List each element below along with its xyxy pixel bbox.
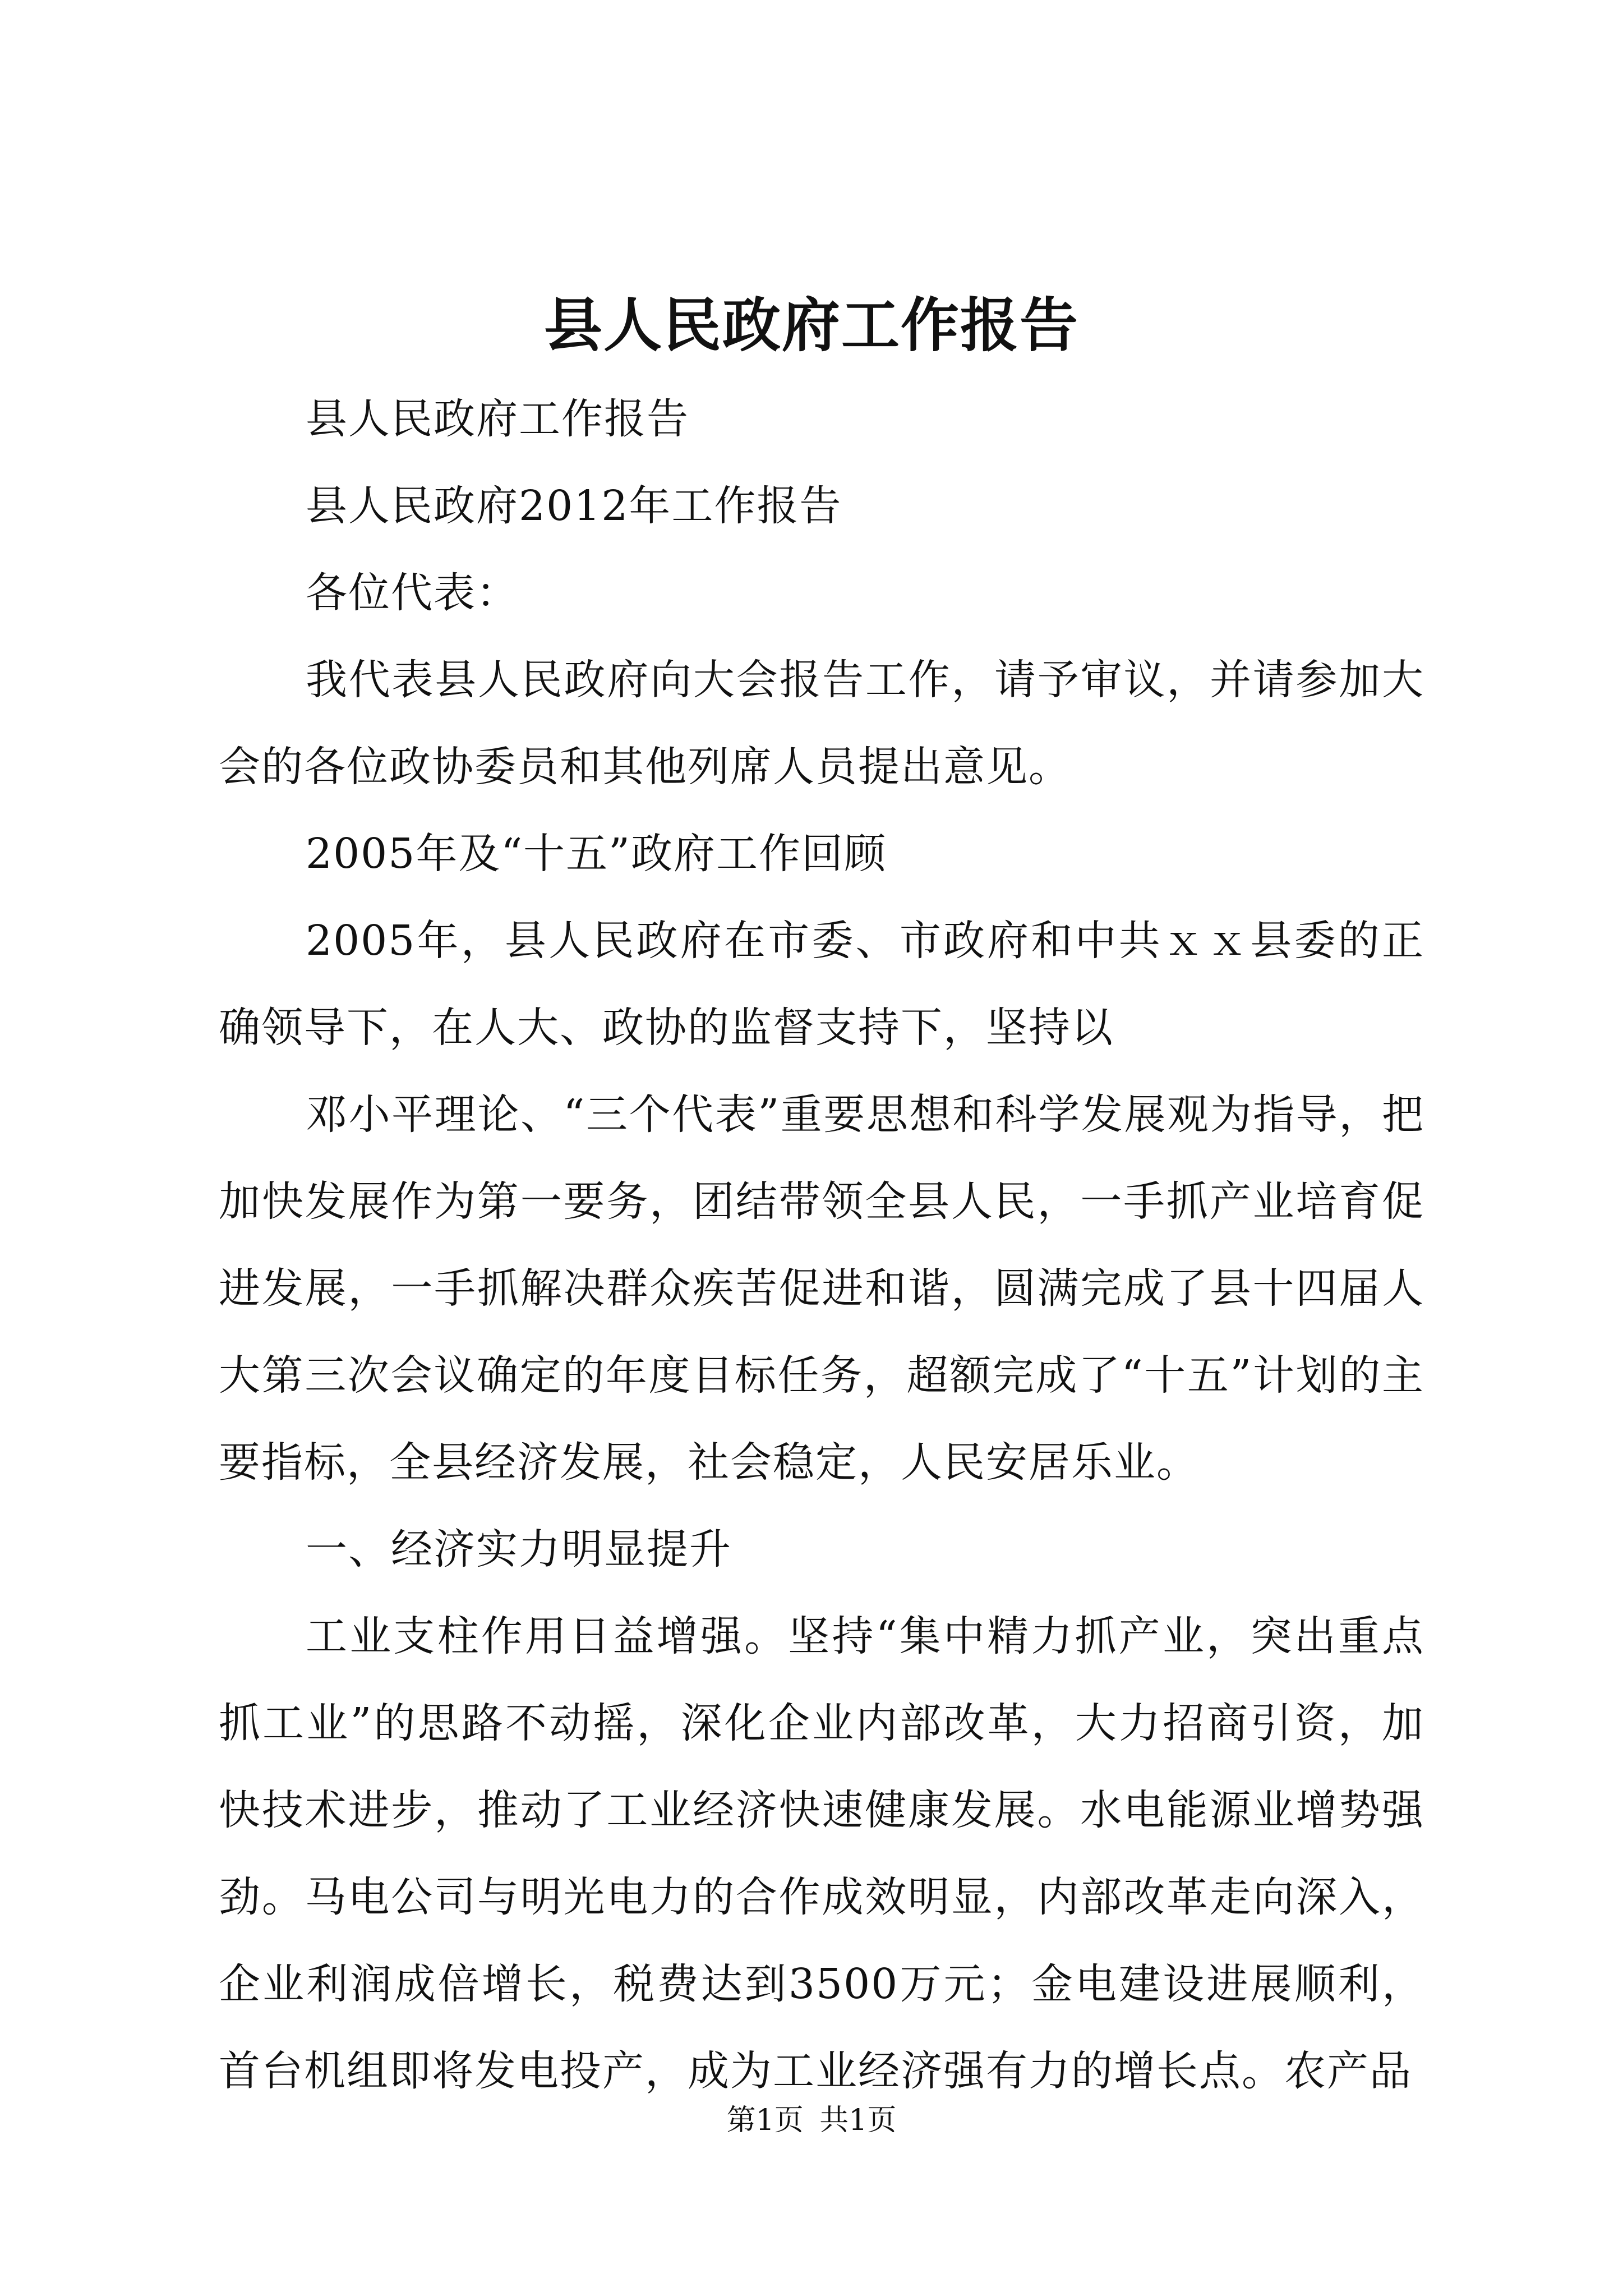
- paragraph: 2005年，县人民政府在市委、市政府和中共ｘｘ县委的正确领导下，在人大、政协的监督支持下，坚持以: [219, 917, 1424, 1052]
- document-title: 县人民政府工作报告: [543, 291, 1079, 360]
- page-footer: [0, 2101, 1623, 2140]
- paragraph: 工业支柱作用日益增强。坚持“集中精力抓产业，突出重点抓工业”的思路不动摇，深化企业内部改革，大力招商引资，加快技术进步，推动了工业经济快速健康发展。水电能源业增势强劲。马电公司与明光电力的合作成效明显，内部改革走向深入，企业利润成倍增长，税费达到3500万元；金电建设进展顺利，首台机组即将发电投产，成为工业经济强有力的增长点。农产品: [219, 1612, 1424, 2095]
- paragraph: 县人民政府工作报告: [306, 395, 689, 443]
- paragraph: 一、经济实力明显提升: [306, 1525, 732, 1573]
- paragraph: 县人民政府2012年工作报告: [306, 482, 842, 530]
- paragraph: 我代表县人民政府向大会报告工作，请予审议，并请参加大会的各位政协委员和其他列席人员提出意见。: [219, 656, 1424, 791]
- page-number: 第1页: [726, 2104, 804, 2137]
- page-total: 共1页: [819, 2104, 897, 2137]
- paragraph: 2005年及“十五”政府工作回顾: [306, 830, 887, 878]
- document-body: [219, 376, 1424, 2115]
- paragraph: 各位代表：: [306, 569, 519, 617]
- paragraph: 邓小平理论、“三个代表”重要思想和科学发展观为指导，把加快发展作为第一要务，团结带领全县人民，一手抓产业培育促进发展，一手抓解决群众疾苦促进和谐，圆满完成了县十四届人大第三次会议确定的年度目标任务，超额完成了“十五”计划的主要指标，全县经济发展，社会稳定，人民安居乐业。: [219, 1091, 1424, 1487]
